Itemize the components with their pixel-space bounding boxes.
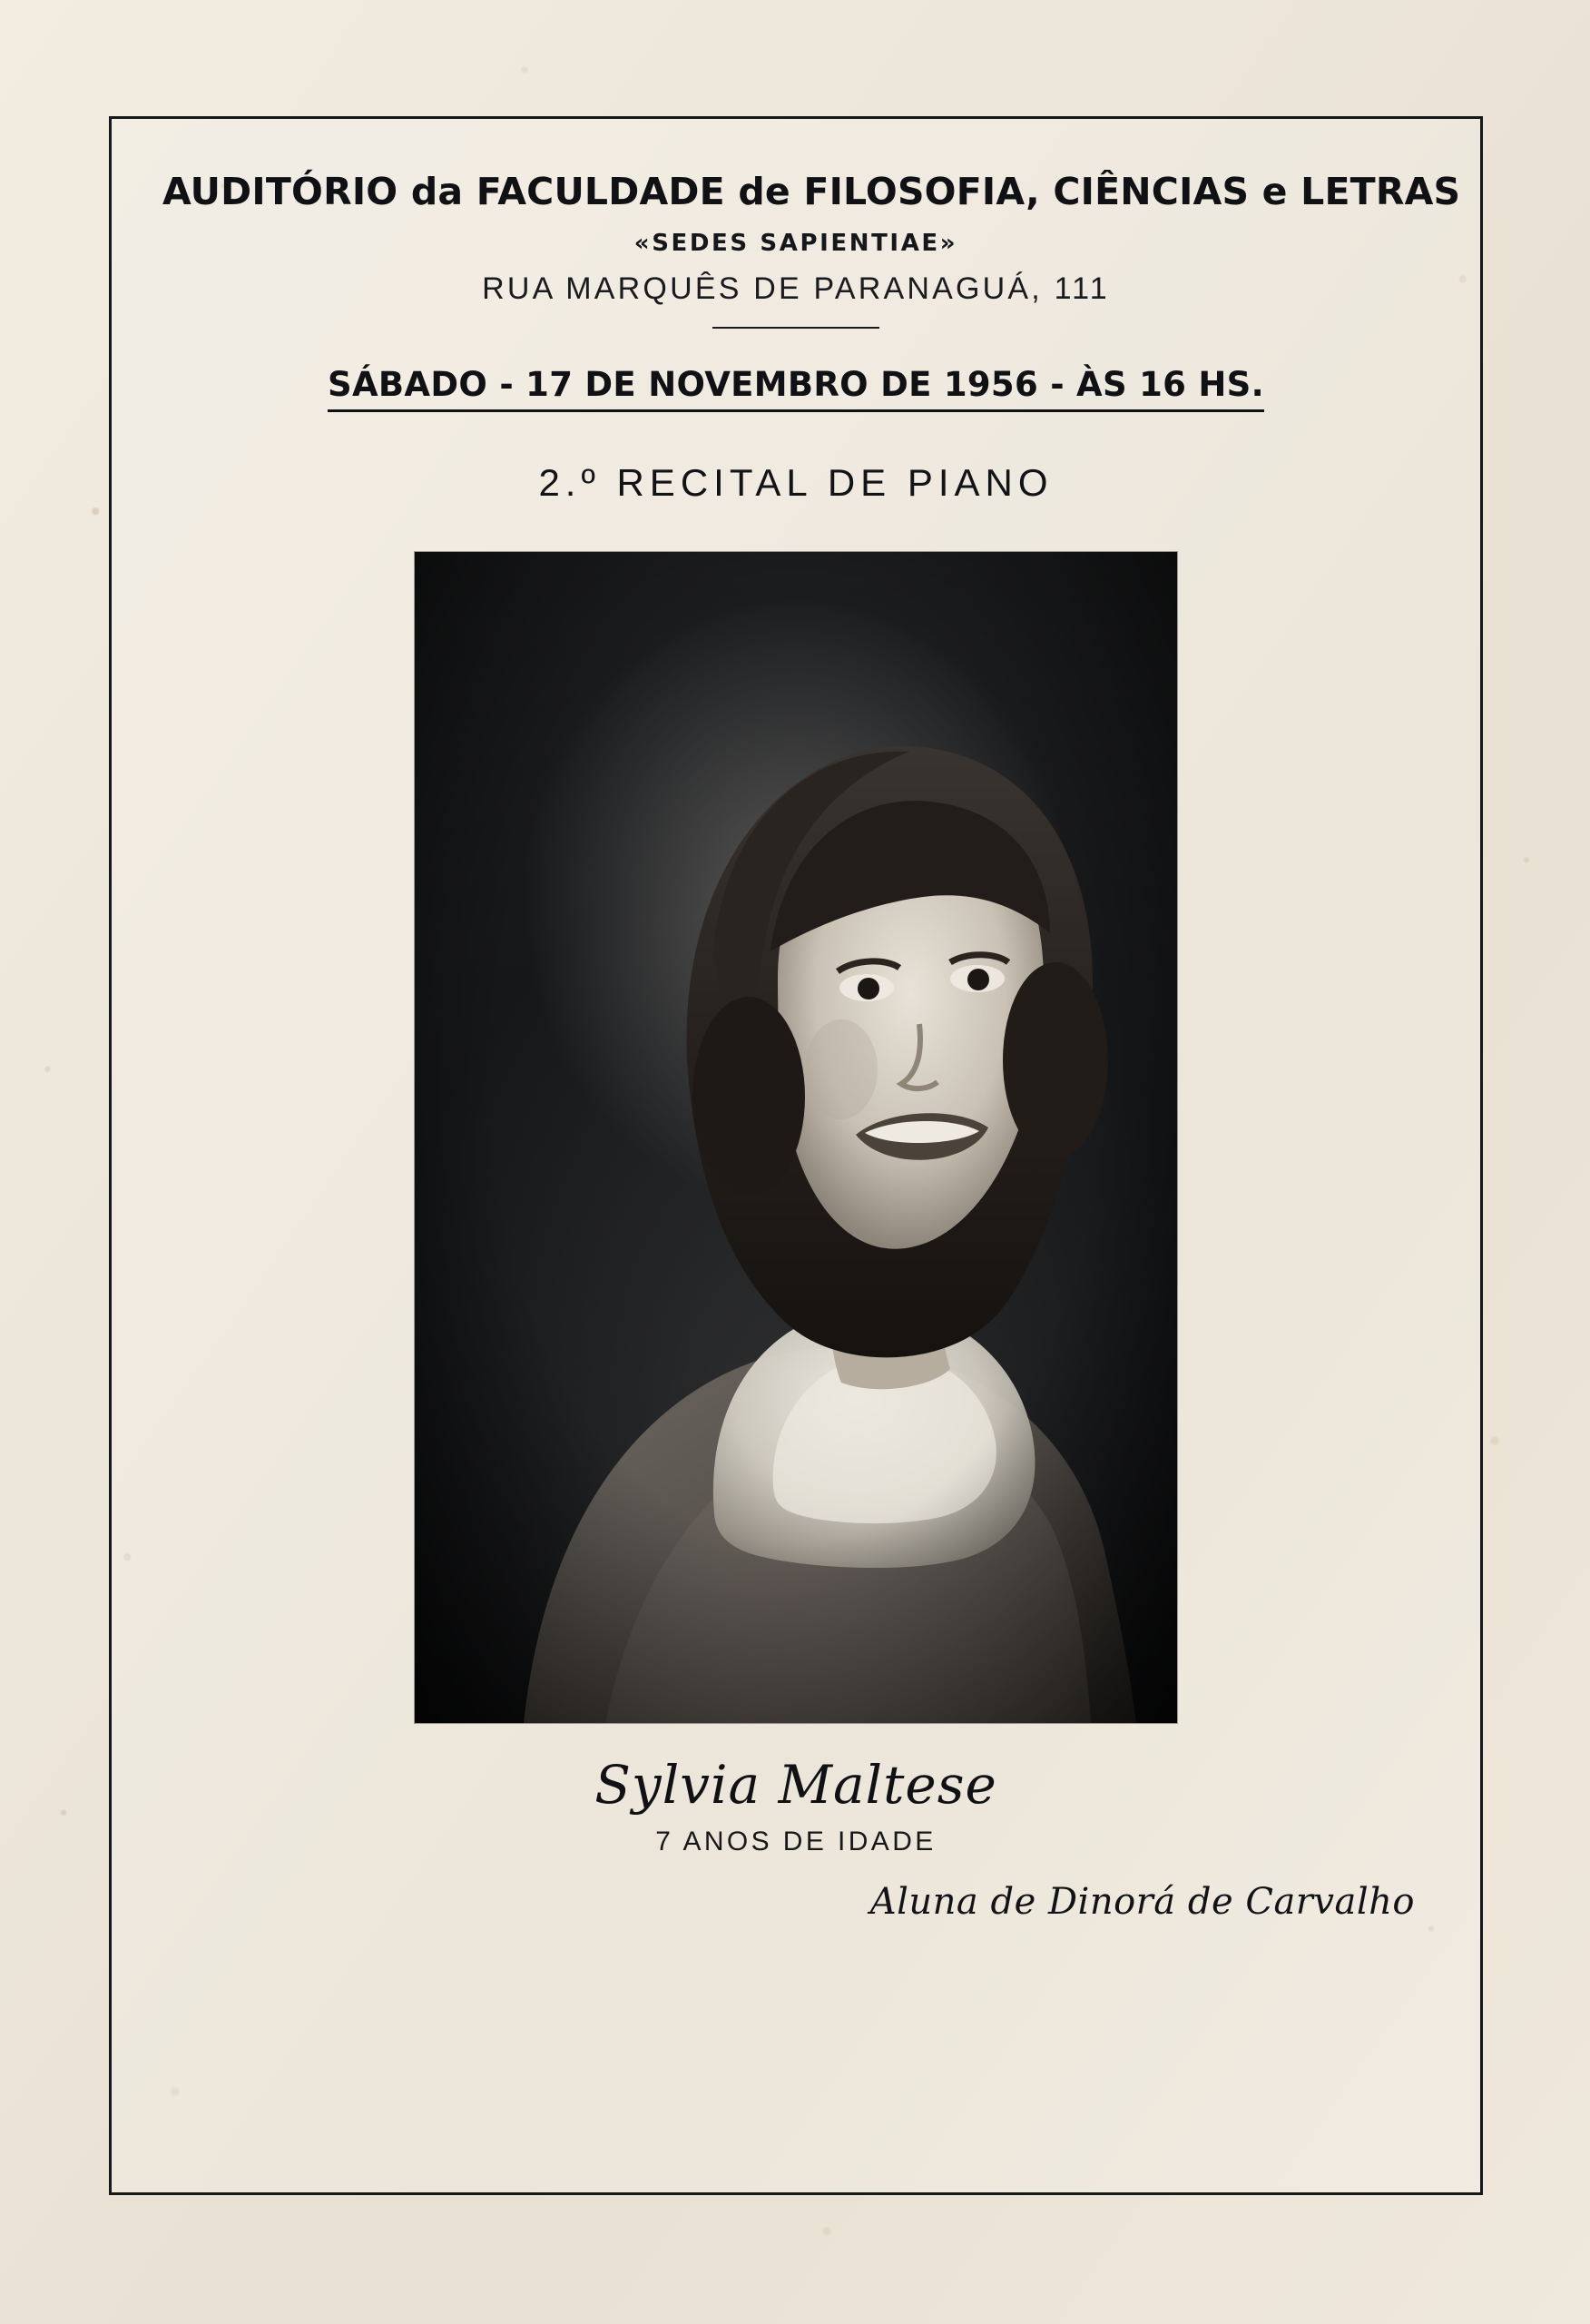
event-date: SÁBADO - 17 DE NOVEMBRO DE 1956 - ÀS 16 HS. xyxy=(328,365,1264,412)
program-card-content xyxy=(112,119,1480,2192)
program-card-frame xyxy=(109,116,1483,2195)
performer-photo xyxy=(415,552,1177,1723)
portrait-illustration xyxy=(415,552,1177,1723)
venue-title: AUDITÓRIO da FACULDADE de FILOSOFIA, CIÊNCIAS e LETRAS xyxy=(162,170,1461,213)
institution-motto: «SEDES SAPIENTIAE» xyxy=(633,230,958,257)
date-line-wrapper xyxy=(162,329,1429,412)
performer-age: 7 ANOS DE IDADE xyxy=(655,1827,937,1856)
performer-teacher: Aluna de Dinorá de Carvalho xyxy=(869,1881,1415,1923)
venue-address: RUA MARQUÊS DE PARANAGUÁ, 111 xyxy=(482,271,1110,306)
performer-name: Sylvia Maltese xyxy=(594,1754,997,1816)
event-title: 2.º RECITAL DE PIANO xyxy=(538,461,1054,504)
